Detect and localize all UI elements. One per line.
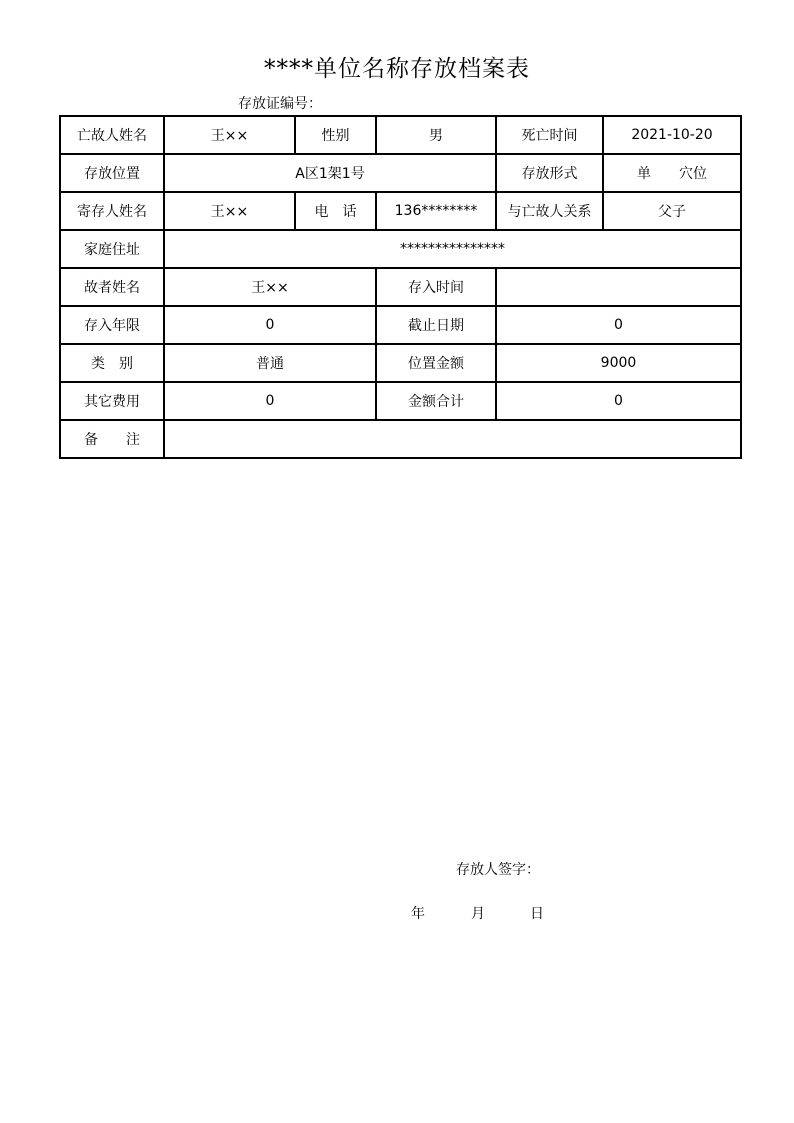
table-row bbox=[60, 344, 741, 382]
archive-form-table bbox=[59, 115, 742, 459]
gender-label: 性别 bbox=[295, 116, 376, 154]
page-title: ****单位名称存放档案表 bbox=[264, 56, 530, 82]
date-month-label: 月 bbox=[471, 906, 485, 922]
relationship-value: 父子 bbox=[603, 192, 741, 230]
relationship-label: 与亡故人关系 bbox=[496, 192, 603, 230]
phone-label: 电 话 bbox=[295, 192, 376, 230]
storage-location-label: 存放位置 bbox=[60, 154, 164, 192]
table-row bbox=[60, 382, 741, 420]
table-row bbox=[60, 268, 741, 306]
table-row bbox=[60, 154, 741, 192]
certificate-number-label: 存放证编号： bbox=[238, 96, 322, 112]
home-address-label: 家庭住址 bbox=[60, 230, 164, 268]
storage-form-value: 单 穴位 bbox=[603, 154, 741, 192]
category-value: 普通 bbox=[164, 344, 376, 382]
phone-value: 136******** bbox=[376, 192, 496, 230]
home-address-value: *************** bbox=[164, 230, 741, 268]
location-amount-label: 位置金额 bbox=[376, 344, 496, 382]
deposit-years-value: 0 bbox=[164, 306, 376, 344]
deceased-name2-label: 故者姓名 bbox=[60, 268, 164, 306]
death-time-value: 2021-10-20 bbox=[603, 116, 741, 154]
deceased-name2-value: 王×× bbox=[164, 268, 376, 306]
other-fees-label: 其它费用 bbox=[60, 382, 164, 420]
deceased-name-value: 王×× bbox=[164, 116, 295, 154]
location-amount-value: 9000 bbox=[496, 344, 741, 382]
end-date-value: 0 bbox=[496, 306, 741, 344]
death-time-label: 死亡时间 bbox=[496, 116, 603, 154]
total-amount-value: 0 bbox=[496, 382, 741, 420]
depositor-name-label: 寄存人姓名 bbox=[60, 192, 164, 230]
date-day-label: 日 bbox=[530, 906, 544, 922]
other-fees-value: 0 bbox=[164, 382, 376, 420]
table-row bbox=[60, 192, 741, 230]
remarks-label: 备 注 bbox=[60, 420, 164, 458]
deposit-time-value bbox=[496, 268, 741, 306]
deposit-time-label: 存入时间 bbox=[376, 268, 496, 306]
remarks-value bbox=[164, 420, 741, 458]
total-amount-label: 金额合计 bbox=[376, 382, 496, 420]
table-row bbox=[60, 306, 741, 344]
table-row bbox=[60, 116, 741, 154]
category-label: 类 别 bbox=[60, 344, 164, 382]
deposit-years-label: 存入年限 bbox=[60, 306, 164, 344]
depositor-name-value: 王×× bbox=[164, 192, 295, 230]
date-year-label: 年 bbox=[411, 906, 425, 922]
gender-value: 男 bbox=[376, 116, 496, 154]
deceased-name-label: 亡故人姓名 bbox=[60, 116, 164, 154]
end-date-label: 截止日期 bbox=[376, 306, 496, 344]
storage-location-value: A区1架1号 bbox=[164, 154, 496, 192]
signature-label: 存放人签字： bbox=[456, 862, 540, 878]
storage-form-label: 存放形式 bbox=[496, 154, 603, 192]
table-row bbox=[60, 230, 741, 268]
table-row bbox=[60, 420, 741, 458]
